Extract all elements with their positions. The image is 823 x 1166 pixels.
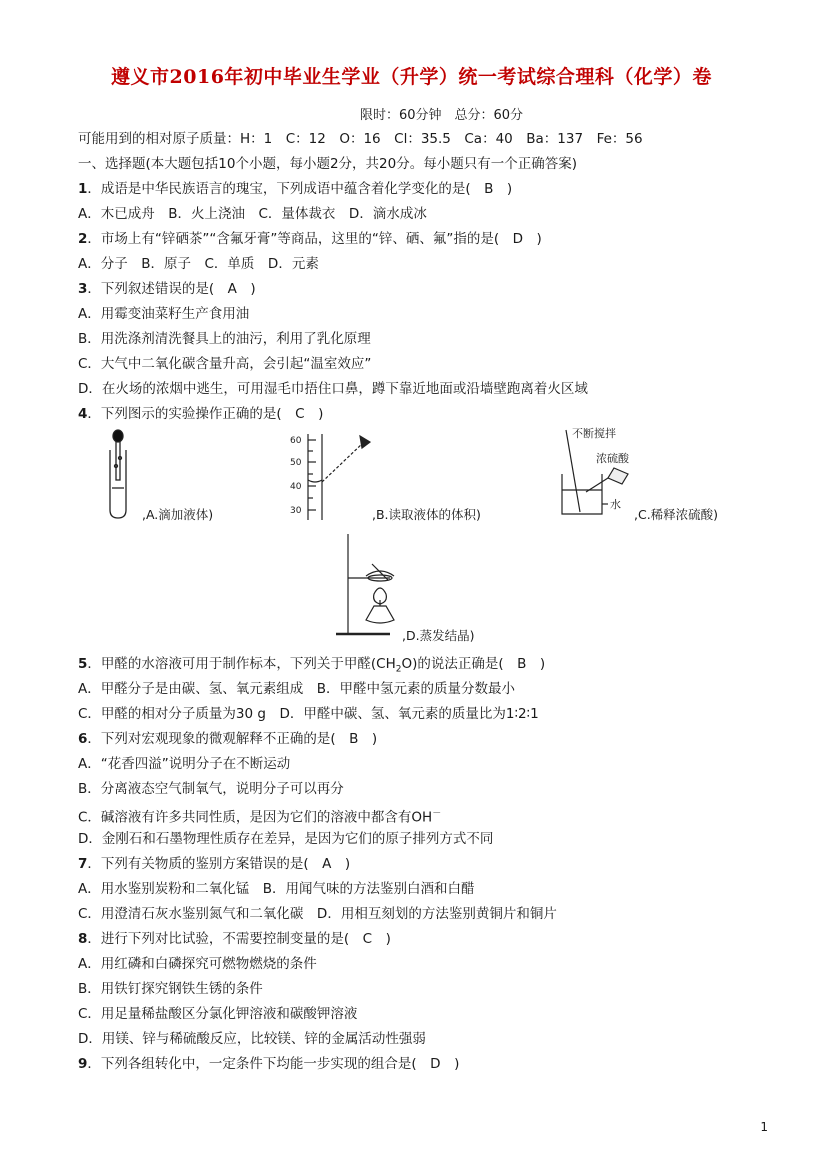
figure-a-caption: ,A.滴加液体) <box>142 507 214 522</box>
question-9 <box>78 1055 459 1073</box>
question-stem: ．下列有关物质的鉴别方案错误的是( A ) <box>87 856 351 872</box>
question-stem: ．下列对宏观现象的微观解释不正确的是( B ) <box>87 731 378 747</box>
question-number: 7 <box>78 856 88 872</box>
superscript: － <box>432 809 442 819</box>
label-concentrated-acid: 浓硫酸 <box>596 452 629 465</box>
question-1 <box>78 180 512 198</box>
question-5 <box>78 655 545 679</box>
option-a: A．用红磷和白磷探究可燃物燃烧的条件 <box>78 956 317 972</box>
option-a: A．用霉变油菜籽生产食用油 <box>78 306 250 322</box>
question-4 <box>78 405 323 423</box>
question-6 <box>78 730 377 748</box>
option-d: D．在火场的浓烟中逃生，可用湿毛巾捂住口鼻，蹲下靠近地面或沿墙壁跑离着火区域 <box>78 381 588 397</box>
option-b: B．用铁钉探究钢铁生锈的条件 <box>78 981 263 997</box>
question-7 <box>78 855 350 873</box>
label-stirring: 不断搅拌 <box>572 427 616 440</box>
question-number: 9 <box>78 1056 88 1072</box>
cylinder-tick-label: 40 <box>290 482 302 492</box>
question-number: 4 <box>78 406 88 422</box>
question-stem: ．下列图示的实验操作正确的是( C ) <box>87 406 324 422</box>
question-3 <box>78 280 256 298</box>
option-d: D．金刚石和石墨物理性质存在差异，是因为它们的原子排列方式不同 <box>78 831 494 847</box>
option-b: B．分离液态空气制氧气，说明分子可以再分 <box>78 781 344 797</box>
cylinder-tick-label: 30 <box>290 506 302 516</box>
figure-b-caption: ,B.读取液体的体积) <box>372 507 481 522</box>
label-water: 水 <box>610 498 621 511</box>
atomic-masses: 可能用到的相对原子质量：H：1 C：12 O：16 Cl：35.5 Ca：40 Ba：137 Fe：56 <box>78 131 643 147</box>
question-8 <box>78 930 391 948</box>
question-number: 3 <box>78 281 88 297</box>
question-2-options: A．分子 B．原子 C．单质 D．元素 <box>78 256 319 272</box>
option-c-text: C．碱溶液有许多共同性质，是因为它们的溶液中都含有OH <box>78 809 433 826</box>
option-d: D．用镁、锌与稀硫酸反应，比较镁、锌的金属活动性强弱 <box>78 1031 426 1047</box>
question-1-options: A．木已成舟 B．火上浇油 C．量体裁衣 D．滴水成冰 <box>78 206 427 222</box>
question-5-options-line2: C．甲醛的相对分子质量为30 g D．甲醛中碳、氢、氧元素的质量比为1∶2∶1 <box>78 706 539 722</box>
question-number: 6 <box>78 731 88 747</box>
exam-title: 遵义市2016年初中毕业生学业（升学）统一考试综合理科（化学）卷 <box>111 66 712 88</box>
time-limit: 限时：60分钟 总分：60分 <box>359 108 524 123</box>
question-stem: ．下列各组转化中，一定条件下均能一步实现的组合是( D ) <box>87 1056 460 1072</box>
question-7-options-line2: C．用澄清石灰水鉴别氮气和二氧化碳 D．用相互刻划的方法鉴别黄铜片和铜片 <box>78 906 557 922</box>
question-number: 8 <box>78 931 88 947</box>
figure-c-dilution-beaker-icon <box>556 426 636 520</box>
option-b: B．用洗涤剂清洗餐具上的油污，利用了乳化原理 <box>78 331 371 347</box>
cylinder-tick-label: 60 <box>290 436 302 446</box>
question-stem: ．下列叙述错误的是( A ) <box>87 281 256 297</box>
option-c <box>78 805 441 827</box>
question-2 <box>78 230 542 248</box>
question-7-options-line1: A．用水鉴别炭粉和二氧化锰 B．用闻气味的方法鉴别白酒和白醋 <box>78 881 475 897</box>
question-stem: ．甲醛的水溶液可用于制作标本，下列关于甲醛(CH <box>87 656 396 672</box>
question-stem: ．进行下列对比试验，不需要控制变量的是( C ) <box>87 931 391 947</box>
question-stem: ．市场上有“锌硒茶”“含氟牙膏”等商品，这里的“锌、硒、氟”指的是( D ) <box>87 231 542 247</box>
page-number: 1 <box>760 1120 768 1134</box>
figure-d-caption: ,D.蒸发结晶) <box>402 628 475 643</box>
section-heading: 一、选择题(本大题包括10个小题，每小题2分，共20分。每小题只有一个正确答案) <box>78 156 577 172</box>
question-number: 5 <box>78 656 88 672</box>
cylinder-tick-label: 50 <box>290 458 302 468</box>
question-stem-end: O)的说法正确是( B ) <box>401 656 546 672</box>
question-number: 1 <box>78 181 88 197</box>
figure-a-dropper-test-tube-icon <box>100 428 140 520</box>
subscript: 2 <box>395 664 402 675</box>
option-c: C．用足量稀盐酸区分氯化钾溶液和碳酸钾溶液 <box>78 1006 358 1022</box>
option-a: A．“花香四溢”说明分子在不断运动 <box>78 756 291 772</box>
question-number: 2 <box>78 231 88 247</box>
option-c: C．大气中二氧化碳含量升高，会引起“温室效应” <box>78 356 372 372</box>
figure-b-graduated-cylinder-icon <box>286 430 376 522</box>
figure-c-caption: ,C.稀释浓硫酸) <box>634 507 719 522</box>
figure-d-evaporation-stand-icon <box>330 530 410 642</box>
question-stem: ．成语是中华民族语言的瑰宝，下列成语中蕴含着化学变化的是( B ) <box>87 181 513 197</box>
question-5-options-line1: A．甲醛分子是由碳、氢、氧元素组成 B．甲醛中氢元素的质量分数最小 <box>78 681 515 697</box>
